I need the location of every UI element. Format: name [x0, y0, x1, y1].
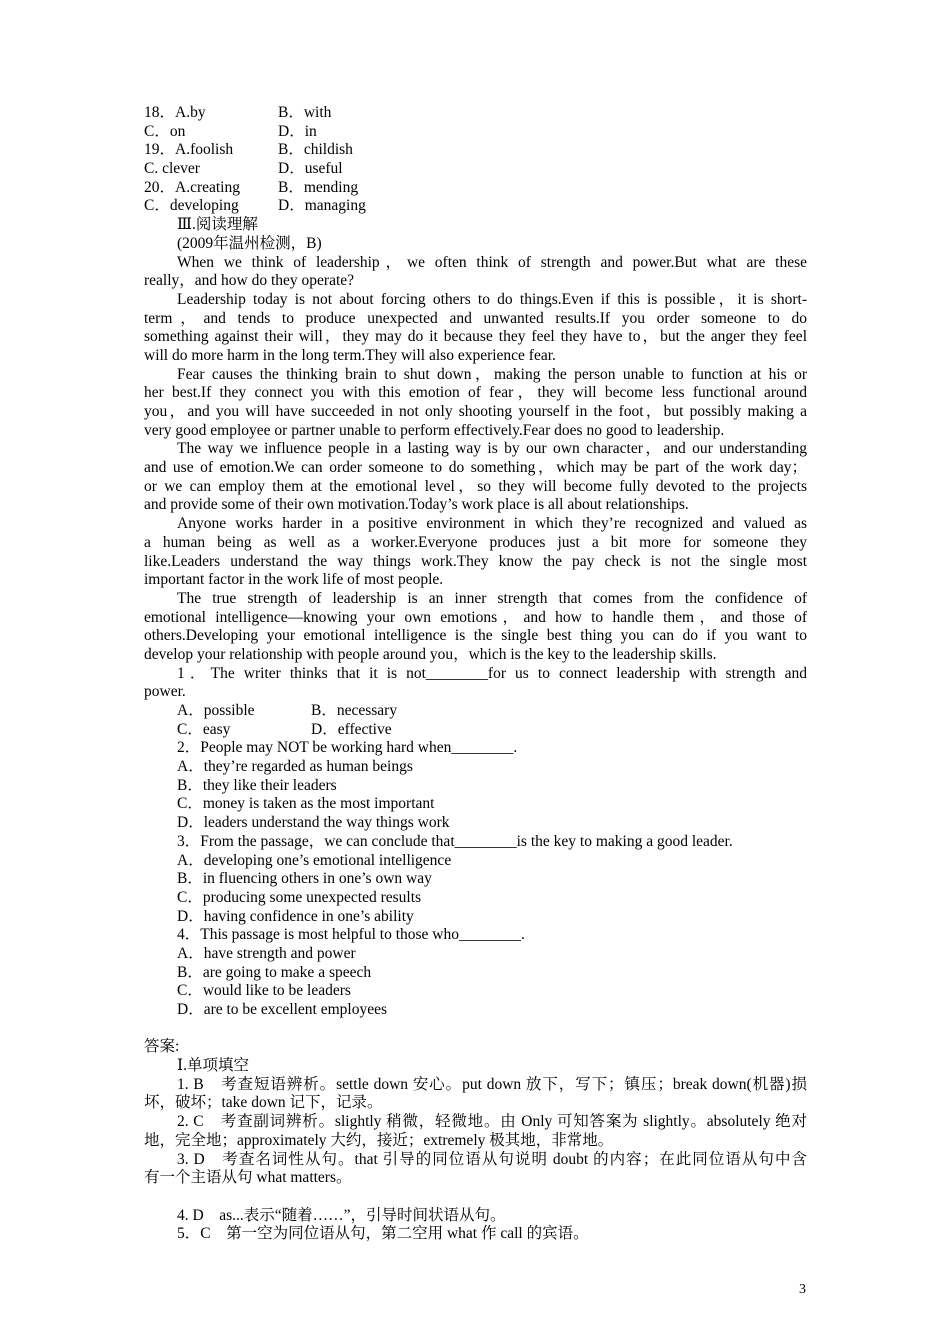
question-line: A．developing one’s emotional intelligence [177, 851, 452, 869]
option-row [144, 141, 807, 160]
section-3-title: Ⅲ.阅读理解 [177, 216, 258, 234]
passage-line: like.Leaders understand the way things work.They know the pay check is not the single most [144, 552, 807, 570]
passage-line: The way we influence people in a lasting way is by our own character，and our understanding [177, 440, 807, 458]
answer-line: 坏，破坏；take down 记下，记录。 [144, 1094, 383, 1112]
option-right: B．necessary [311, 702, 398, 719]
passage-line: and provide some of their own motivation.Today’s work place is all about relationships. [144, 496, 689, 514]
option-right: D．managing [278, 197, 366, 215]
answer-line: 2. C 考查副词辨析。slightly 稍微，轻微地。由 Only 可知答案为 slightly。absolutely 绝对 [177, 1113, 807, 1131]
section-1-title: Ⅰ.单项填空 [177, 1057, 249, 1075]
option-row [144, 160, 807, 179]
passage-line: really，and how do they operate? [144, 272, 355, 290]
passage-source: (2009年温州检测，B) [177, 234, 322, 252]
question-1 [144, 665, 807, 702]
option-row [144, 123, 807, 142]
option-left: A．possible [177, 702, 255, 719]
passage-line: or we can employ them at the emotional level，so they will become fully devoted to the projects [144, 477, 807, 495]
question-line: 2．People may NOT be working hard when________. [177, 739, 518, 757]
question-line: 3．From the passage，we can conclude that________is the key to making a good leader. [177, 832, 733, 850]
option-right: D．in [278, 122, 317, 140]
question-line: A．they’re regarded as human beings [177, 758, 413, 776]
question-line: C．money is taken as the most important [177, 795, 435, 813]
answer-line: 地，完全地；approximately 大约，接近；extremely 极其地，非常地。 [144, 1131, 614, 1149]
passage-line: her best.If they connect you with this emotion of fear，they will become less functional around [144, 384, 807, 402]
passage-line: will do more harm in the long term.They will also experience fear. [144, 346, 556, 364]
question-line: B．are going to make a speech [177, 963, 372, 981]
option-row [144, 197, 807, 216]
passage-line: you，and you will have succeeded in not only shooting yourself in the foot，but possibly making a [144, 403, 807, 420]
option-right: D．effective [311, 720, 392, 738]
option-left: C．on [144, 122, 186, 140]
option-row [144, 104, 807, 123]
option-row [144, 721, 807, 740]
passage-line: When we think of leadership，we often think of strength and power.But what are these [177, 253, 807, 271]
question-line: A．have strength and power [177, 944, 356, 962]
passage-line: Leadership today is not about forcing others to do things.Even if this is possible，it is short- [177, 290, 807, 308]
document-page [144, 104, 807, 1244]
option-right: B．childish [278, 141, 353, 159]
option-right: B．mending [278, 178, 359, 196]
question-line: B．in fluencing others in one’s own way [177, 870, 432, 888]
page-number: 3 [799, 1282, 806, 1297]
question-line: D．are to be excellent employees [177, 1001, 388, 1018]
option-left: C. clever [144, 160, 200, 178]
answers-label: 答案: [144, 1038, 180, 1056]
option-left: C．developing [144, 197, 239, 215]
passage-line: Fear causes the thinking brain to shut down，making the person unable to function at his or [177, 365, 807, 383]
option-row [144, 702, 807, 721]
question-line: 4．This passage is most helpful to those who________. [177, 926, 525, 944]
option-left: 20．A.creating [144, 178, 240, 196]
option-row [144, 179, 807, 198]
question-line: D．having confidence in one’s ability [177, 907, 414, 925]
question-1-options [144, 702, 807, 739]
answer-line: 有一个主语从句 what matters。 [144, 1169, 352, 1187]
option-left: C．easy [177, 720, 231, 738]
answer-line: 1. B 考查短语辨析。settle down 安心。put down 放下，写下；镇压；break down(机器)损 [177, 1075, 807, 1093]
previous-options [144, 104, 807, 216]
answer-line: 5．C 第一空为同位语从句，第二空用 what 作 call 的宾语。 [177, 1225, 589, 1243]
option-right: D．useful [278, 160, 343, 178]
questions-list [144, 739, 807, 1019]
passage-line: term，and tends to produce unexpected and unwanted results.If you order someone to do [144, 309, 807, 327]
question-line: B．they like their leaders [177, 776, 337, 794]
passage-line: something against their will，they may do it because they feel they have to，but the anger they feel [144, 328, 807, 346]
passage-line: emotional intelligence—knowing your own emotions，and how to handle them，and those of [144, 608, 807, 626]
passage-line: The true strength of leadership is an inner strength that comes from the confidence of [177, 589, 807, 607]
passage-line: Anyone works harder in a positive environment in which they’re recognized and valued as [177, 515, 807, 533]
reading-passage [144, 254, 807, 665]
question-line: C．producing some unexpected results [177, 888, 422, 906]
option-right: B．with [278, 104, 332, 121]
answer-explanations [144, 1076, 807, 1188]
answer-explanations-continued [144, 1207, 807, 1244]
question-line: C．would like to be leaders [177, 982, 351, 1000]
question-line: power. [144, 683, 186, 701]
passage-line: others.Developing your emotional intelligence is the single best thing you can do if you want to [144, 627, 807, 645]
option-left: 19．A.foolish [144, 141, 234, 159]
passage-line: and use of emotion.We can order someone to do something，which may be part of the work day； [144, 459, 807, 477]
passage-line: very good employee or partner unable to perform effectively.Fear does no good to leadership. [144, 421, 725, 439]
question-line: D．leaders understand the way things work [177, 814, 450, 832]
passage-line: important factor in the work life of most people. [144, 571, 444, 589]
passage-line: develop your relationship with people around you，which is the key to the leadership skills. [144, 645, 717, 663]
passage-line: a human being as well as a worker.Everyone produces just a bit more for someone they [144, 533, 807, 551]
answer-line: 4. D as...表示“随着……”，引导时间状语从句。 [177, 1206, 506, 1224]
question-line: 1．The writer thinks that it is not________for us to connect leadership with strength and [177, 664, 807, 682]
option-left: 18．A.by [144, 104, 206, 121]
answer-line: 3. D 考查名词性从句。that 引导的同位语从句说明 doubt 的内容；在此同位语从句中含 [177, 1150, 807, 1168]
